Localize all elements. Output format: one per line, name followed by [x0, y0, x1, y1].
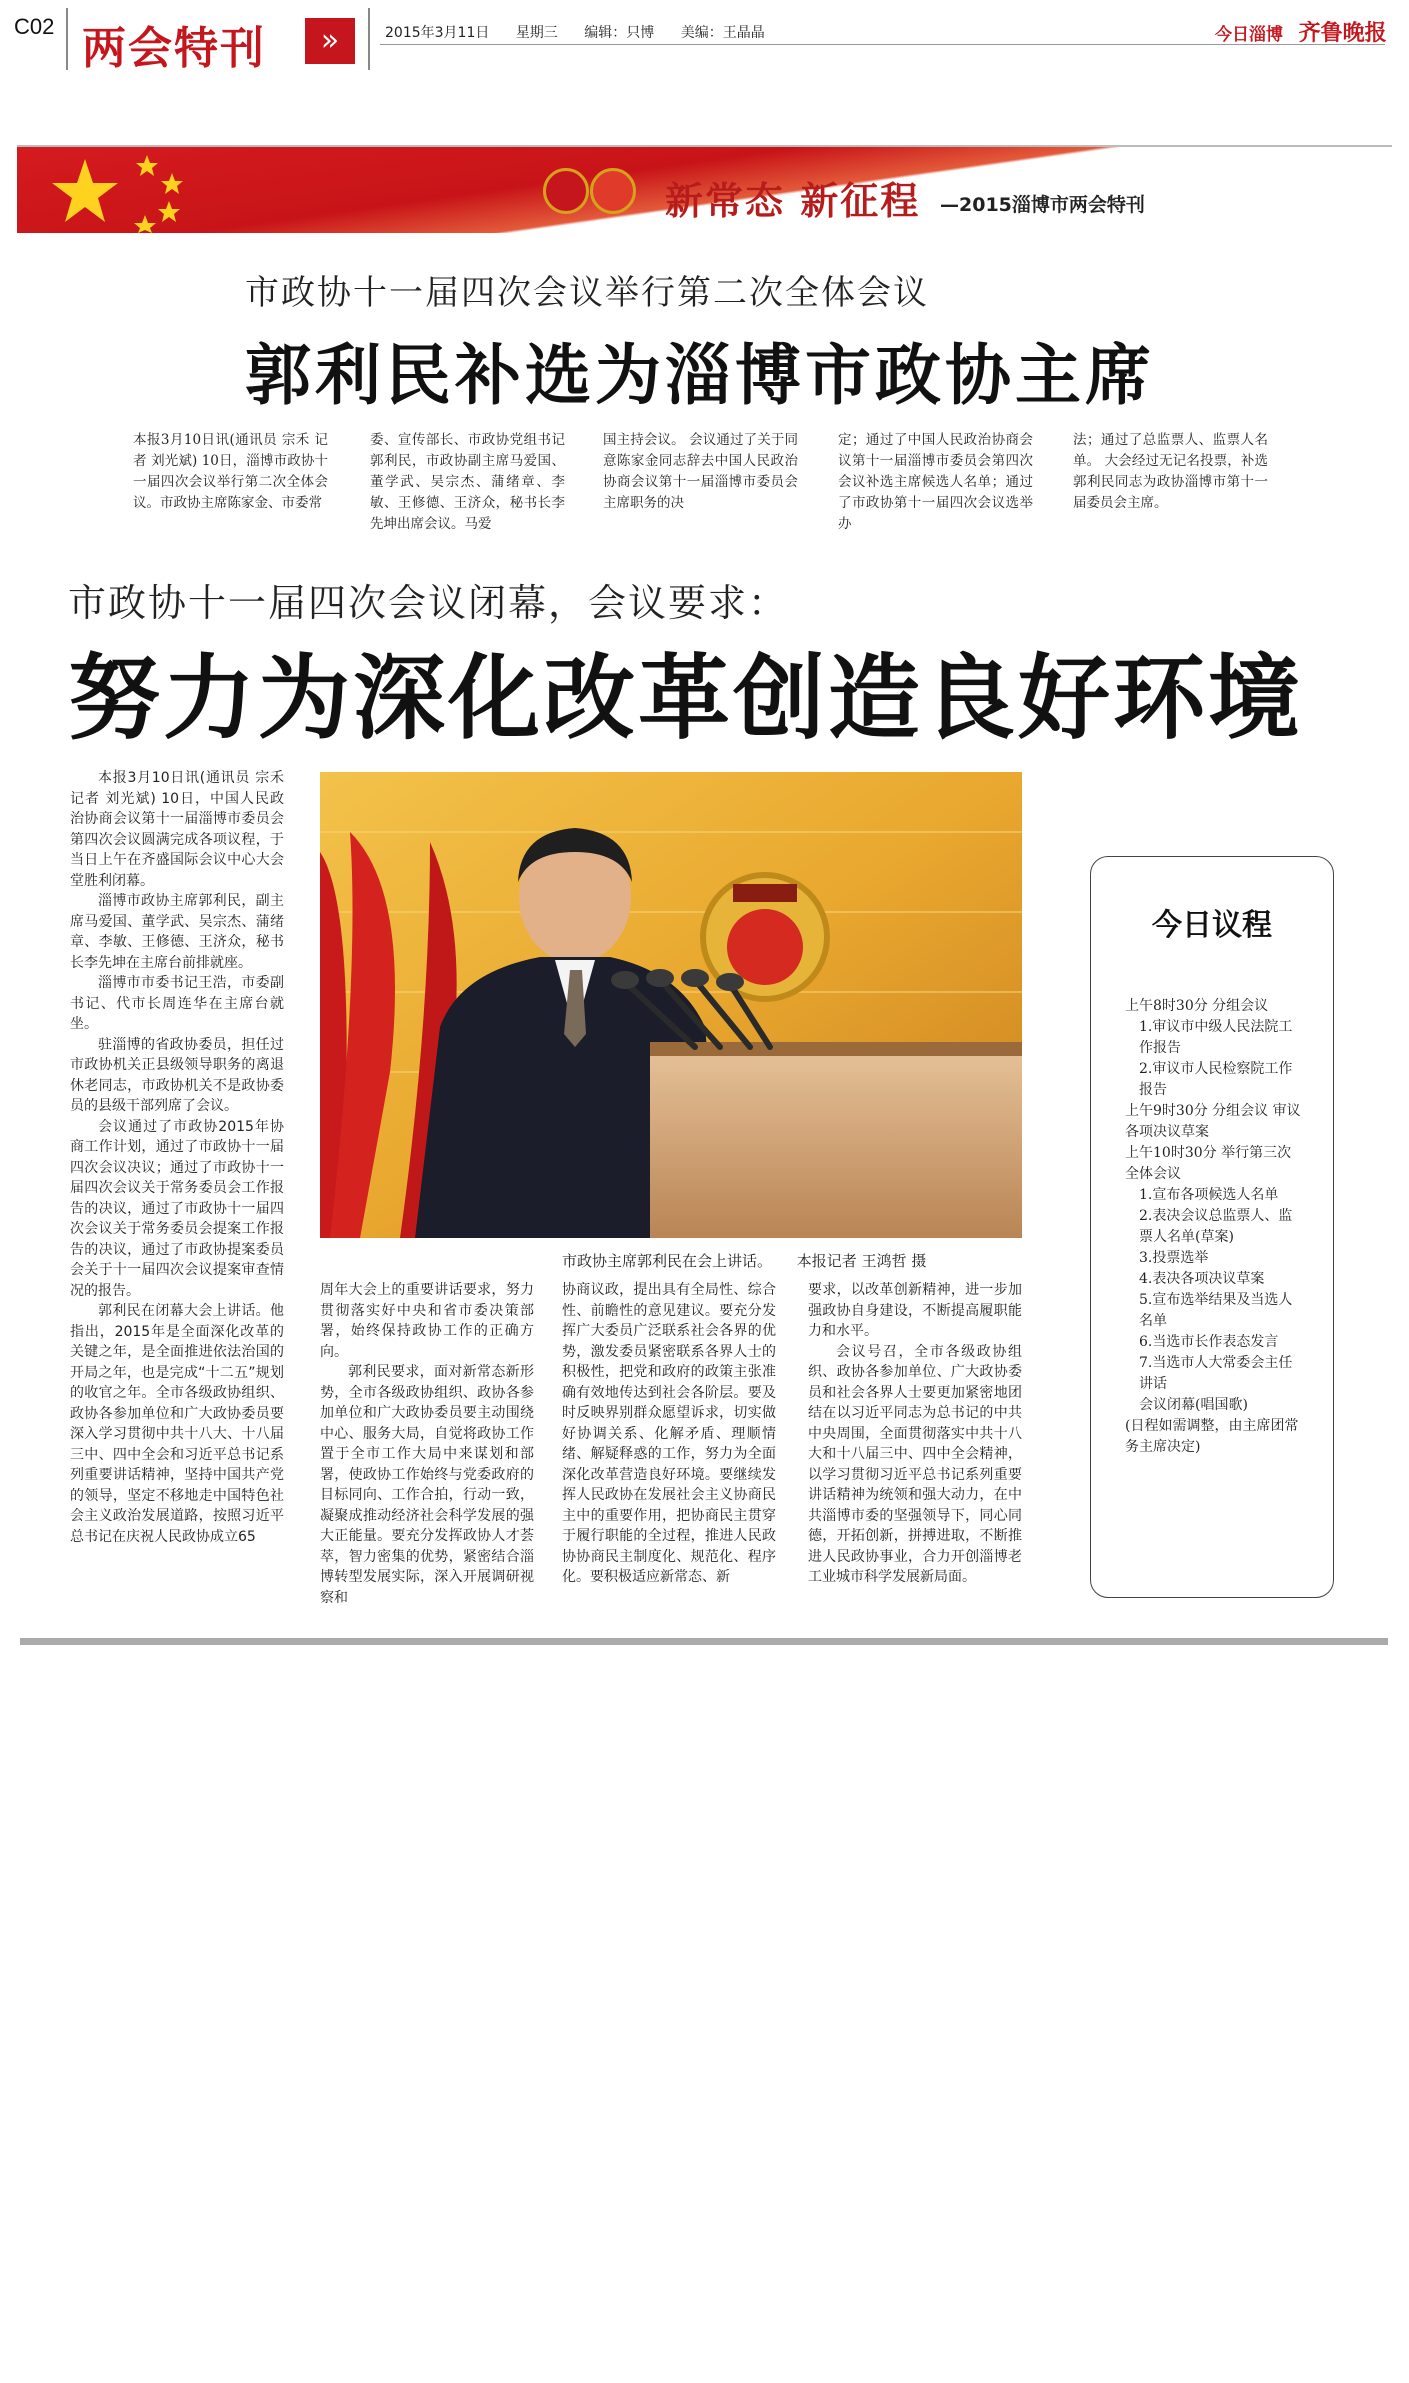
caption-text: 市政协主席郭利民在会上讲话。 [562, 1252, 773, 1270]
paragraph: 淄博市市委书记王浩，市委副书记、代市长周连华在主席台就坐。 [70, 975, 284, 1032]
national-emblem-icon [543, 168, 589, 214]
page-bottom-rule [20, 1638, 1388, 1645]
article1-col-3: 国主持会议。 会议通过了关于同意陈家金同志辞去中国人民政治协商会议第十一届淄博市委员会主席职务的决 [603, 432, 798, 511]
article1-col-5: 法；通过了总监票人、监票人名单。 大会经过无记名投票，补选郭利民同志为政协淄博市第十一届委员会主席。 [1073, 432, 1268, 511]
paragraph: 淄博市政协主席郭利民，副主席马爱国、董学武、吴宗杰、蒲绪章、李敏、王修德、王济众，秘书长李先坤在主席台前排就座。 [70, 893, 284, 971]
agenda-item: 6.当选市长作表态发言 [1139, 1334, 1279, 1350]
paragraph: 会议号召，全市各级政协组织、政协各参加单位、广大政协委员和社会各界人士要更加紧密地团结在以习近平同志为总书记的中共中央周围，全面贯彻落实中共十八大和十八届三中、四中全会精神，以学习贯彻习近平总书记系列重要讲话精神为统领和强大动力，在中共淄博市委的坚强领导下，同心同德，开拓创新，拼搏进取，不断推进人民政协事业，合力开创淄博老工业城市科学发展新局面。 [808, 1343, 1022, 1585]
article2-subhead: 市政协十一届四次会议闭幕，会议要求： [68, 581, 789, 625]
paragraph: 驻淄博的省政协委员，担任过市政协机关正县级领导职务的离退休老同志，市政协机关不是政协委员的县级干部列席了会议。 [70, 1036, 284, 1114]
agenda-item: 上午9时30分 分组会议 审议各项决议草案 [1125, 1103, 1301, 1140]
agenda-list [1125, 996, 1305, 1458]
star-flag-icon [17, 145, 217, 233]
newspaper-brand [1215, 16, 1387, 47]
issue-editor: 编辑：只博 [584, 25, 655, 41]
agenda-item: 2.表决会议总监票人、监票人名单(草案) [1139, 1208, 1293, 1245]
paragraph: 郭利民在闭幕大会上讲话。他指出，2015年是全面深化改革的关键之年，是全面推进依法治国的开局之年，也是完成“十二五”规划的收官之年。全市各级政协组织、政协各参加单位和广大政协委员要深入学习贯彻中共十八大、十八届三中、四中全会和习近平总书记系列重要讲话精神，坚持中国共产党的领导，坚定不移地走中国特色社会主义政治发展道路，按照习近平总书记在庆祝人民政协成立65 [70, 1303, 284, 1545]
agenda-item: 会议闭幕(唱国歌) [1139, 1397, 1248, 1413]
section-arrow-icon: » [305, 18, 355, 64]
banner-subtitle: —2015淄博市两会特刊 [940, 194, 1145, 216]
photo-caption [562, 1250, 946, 1271]
section-title: 两会特刊 [82, 23, 266, 74]
issue-meta [385, 22, 787, 42]
article2-col-3 [562, 1280, 776, 1588]
article1-col-4: 定；通过了中国人民政治协商会议第十一届淄博市委员会第四次会议补选主席候选人名单；通过了市政协第十一届四次会议选举办 [838, 432, 1033, 532]
article2-headline: 努力为深化改革创造良好环境 [68, 645, 1304, 752]
brand-edition: 今日淄博 [1215, 25, 1283, 45]
banner-top-rule [17, 145, 1392, 147]
paragraph: 会议通过了市政协2015年协商工作计划，通过了市政协十一届四次会议决议；通过了市政协十一届四次会议关于常务委员会工作报告的决议，通过了市政协十一届四次会议关于常务委员会提案工作报告的决议，通过了市政协提案委员会关于十一届四次会议提案审查情况的报告。 [70, 1118, 284, 1299]
photo-illustration [320, 772, 1022, 1238]
article2-col-1 [70, 768, 284, 1547]
agenda-item: 1.审议市中级人民法院工作报告 [1139, 1019, 1293, 1056]
article2-col-2 [320, 1280, 534, 1608]
article2-col-4 [808, 1280, 1022, 1588]
page-number: C02 [14, 14, 55, 39]
article1-headline: 郭利民补选为淄博市政协主席 [245, 337, 1155, 414]
paragraph: 本报3月10日讯(通讯员 宗禾 记者 刘光斌) 10日，中国人民政治协商会议第十一届淄博市委员会第四次会议圆满完成各项议程，于当日上午在齐盛国际会议中心大会堂胜利闭幕。 [70, 770, 284, 889]
article1-subhead: 市政协十一届四次会议举行第二次全体会议 [245, 273, 929, 313]
paragraph: 周年大会上的重要讲话要求，努力贯彻落实好中央和省市委决策部署，始终保持政协工作的正确方向。 [320, 1282, 534, 1360]
agenda-item: 上午8时30分 分组会议 [1125, 998, 1269, 1014]
agenda-title: 今日议程 [1152, 908, 1272, 943]
article1-col-1: 本报3月10日讯(通讯员 宗禾 记者 刘光斌) 10日，淄博市政协十一届四次会议举行第二次全体会议。市政协主席陈家金、市委常 [133, 432, 328, 511]
header-divider-2 [368, 8, 370, 70]
agenda-item: 1.宣布各项候选人名单 [1139, 1187, 1279, 1203]
article1-col-2: 委、宣传部长、市政协党组书记郭利民，市政协副主席马爱国、董学武、吴宗杰、蒲绪章、李敏、王修德、王济众，秘书长李先坤出席会议。马爱 [370, 432, 565, 532]
agenda-item: (日程如需调整，由主席团常务主席决定) [1125, 1418, 1299, 1455]
brand-name: 齐鲁晚报 [1298, 20, 1387, 46]
agenda-item: 5.宣布选举结果及当选人名单 [1139, 1292, 1293, 1329]
paragraph: 要求，以改革创新精神，进一步加强政协自身建设，不断提高履职能力和水平。 [808, 1282, 1022, 1339]
issue-weekday: 星期三 [515, 25, 558, 41]
agenda-item: 2.审议市人民检察院工作报告 [1139, 1061, 1293, 1098]
agenda-item: 3.投票选举 [1139, 1250, 1209, 1266]
speaker-photo [320, 772, 1022, 1238]
banner-title: 新常态 新征程 [665, 178, 921, 223]
paragraph: 郭利民要求，面对新常态新形势，全市各级政协组织、政协各参加单位和广大政协委员要主动围绕中心、服务大局，自觉将政协工作置于全市工作大局中来谋划和部署，使政协工作始终与党委政府的目标同向、工作合拍，行动一致，凝聚成推动经济社会科学发展的强大正能量。要充分发挥政协人才荟萃，智力密集的优势，紧密结合淄博转型发展实际，深入开展调研视察和 [320, 1364, 534, 1606]
agenda-item: 4.表决各项决议草案 [1139, 1271, 1265, 1287]
caption-credit: 本报记者 王鸿哲 摄 [796, 1252, 927, 1270]
cppcc-emblem-icon [590, 168, 636, 214]
paragraph: 协商议政，提出具有全局性、综合性、前瞻性的意见建议。要充分发挥广大委员广泛联系社会各界的优势，激发委员紧密联系各界人士的积极性，把党和政府的政策主张准确有效地传达到社会各阶层。要及时反映界别群众愿望诉求，切实做好协调关系、化解矛盾、理顺情绪、解疑释惑的工作，努力为全面深化改革营造良好环境。要继续发挥人民政协在发展社会主义协商民主中的重要作用，把协商民主贯穿于履行职能的全过程，推进人民政协协商民主制度化、规范化、程序化。要积极适应新常态、新 [562, 1282, 776, 1585]
issue-date: 2015年3月11日 [385, 25, 490, 41]
agenda-item: 上午10时30分 举行第三次全体会议 [1125, 1145, 1292, 1182]
agenda-item: 7.当选市人大常委会主任讲话 [1139, 1355, 1293, 1392]
header-divider [66, 8, 68, 70]
issue-designer: 美编：王晶晶 [680, 25, 765, 41]
